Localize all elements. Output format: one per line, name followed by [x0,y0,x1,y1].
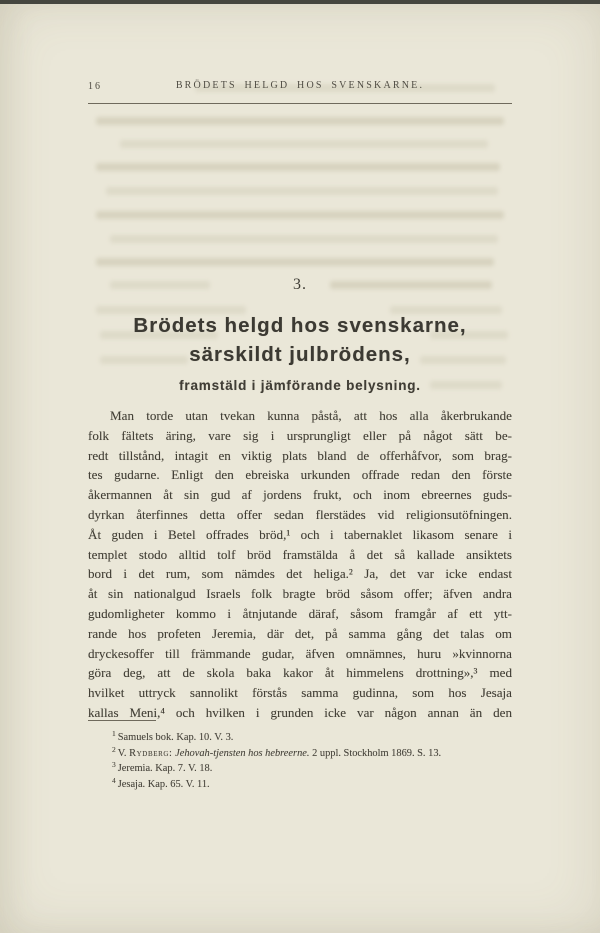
section-number: 3. [293,276,307,293]
bleedthrough-mark [96,117,504,125]
footnote-1 [88,726,512,742]
header-rule [88,103,512,104]
footnote-author: Rydberg: [129,747,173,759]
footnote-text: 2 uppl. Stockholm 1869. S. 13. [312,747,442,759]
footnote-marker: 3 [112,760,116,770]
footnote-3 [88,757,512,773]
body-line: Åt guden i Betel offrades bröd,¹ och i tabernaklet likasom senare i [88,526,512,542]
body-line: redt tillstånd, intagit en viktig plats bland de offerhåfvor, som brag- [88,447,512,463]
chapter-title-line2: särskildt julbrödens, [189,342,411,366]
bleedthrough-mark [106,187,498,195]
body-text [88,406,512,723]
footnotes [88,726,512,789]
footnote-2 [88,742,512,758]
footnote-4 [88,773,512,789]
footnote-marker: 2 [112,744,116,754]
footnote-marker: 4 [112,776,116,786]
footnote-text: Samuels bok. Kap. 10. V. 3. [117,732,234,743]
body-line: Man torde utan tvekan kunna påstå, att hos alla åkerbrukande [110,408,512,423]
footnote-work-title: Jehovah-tjensten hos hebreerne. [175,747,310,759]
chapter-title [38,312,562,369]
body-line: templet stodo alltid tolf bröd framstälda å det så kallade ansiktets [88,546,512,562]
body-line: gudomligheter kommo i åtnjutande däraf, såsom framgår af ett ytt- [88,605,512,621]
body-line: åt sin nationalgud Israels folk bragte bröd såsom offer; äfven andra [88,586,512,602]
body-line: tes gudarne. Enligt den ebreiska urkunden offrade redan den förste [88,467,512,483]
body-line: dyrkan återfinnes detta offer sedan flerstädes vid religionsutöfningen. [88,506,512,522]
footnote-rule [88,720,156,721]
bleedthrough-mark [96,163,500,171]
body-line: dryckesoffer till främmande gudar, äfven omnämnes, huru »kvinnorna [88,645,512,661]
body-line: göra deg, att de skola baka kakor åt himmelens drottning»,³ med [88,665,512,681]
running-header [88,80,512,94]
chapter-subtitle: framstäld i jämförande belysning. [179,378,421,393]
bleedthrough-mark [110,235,498,243]
bleedthrough-mark [96,258,494,266]
running-header-title: BRÖDETS HELGD HOS SVENSKARNE. [175,80,425,91]
footnote-marker: 1 [112,729,116,738]
body-line: folk fältets äring, vare sig i ursprungligt eller på något sätt be- [88,427,512,443]
bleedthrough-mark [96,211,504,219]
bleedthrough-mark [120,140,488,148]
footnote-text: V. [117,747,130,759]
body-line: bord i det rum, som nämdes det heliga.² Ja, det var icke endast [88,566,512,582]
body-line: kallas Meni,⁴ och hvilken i grunden icke var någon annan än den [88,704,512,720]
body-line: rande hos profeten Jeremia, där det, på samma gång det talas om [88,625,512,641]
footnote-text: Jesaja. Kap. 65. V. 11. [117,779,210,791]
body-line: åkermannen åt sin gud af jordens frukt, och inom ebreernes guds- [88,487,512,503]
scan-top-edge [0,0,600,4]
page-number: 16 [88,81,102,92]
body-line: hvilket uttryck sannolikt förstås samma gudinna, som hos Jesaja [88,685,512,701]
footnote-text: Jeremia. Kap. 7. V. 18. [117,763,213,775]
chapter-title-line1: Brödets helgd hos svenskarne, [133,314,467,337]
